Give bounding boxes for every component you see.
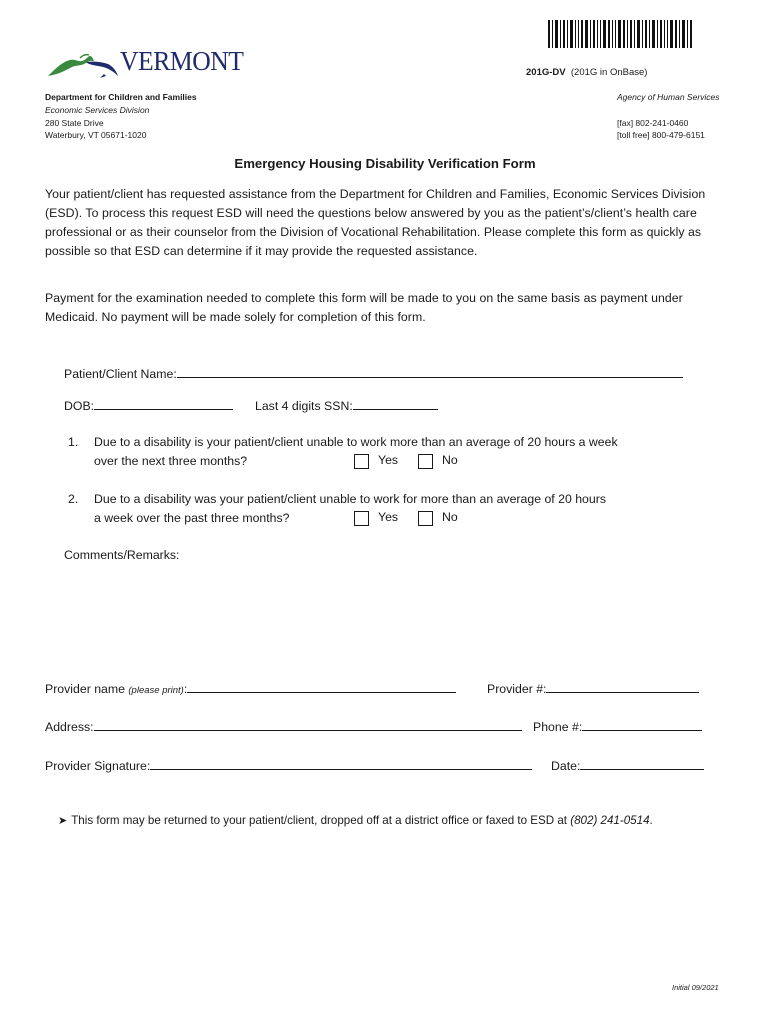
street-address: 280 State Drive (45, 117, 104, 128)
revision-footer: Initial 09/2021 (672, 983, 719, 992)
return-instructions-note (58, 814, 653, 827)
question-2-no-checkbox[interactable] (418, 511, 433, 526)
question-1-no-checkbox[interactable] (418, 454, 433, 469)
vermont-wordmark: VERMONT (120, 46, 244, 76)
phone-label: Phone #: (533, 720, 583, 734)
comments-input[interactable] (64, 568, 724, 668)
address-input[interactable] (94, 718, 522, 731)
form-title: Emergency Housing Disability Verification Form (234, 156, 536, 171)
phone-input[interactable] (582, 718, 702, 731)
department-name: Department for Children and Families (45, 92, 197, 102)
vermont-logo-mountains-icon (46, 48, 126, 80)
question-2-number: 2. (68, 492, 79, 506)
agency-name: Agency of Human Services (617, 92, 720, 102)
provider-name-row (45, 680, 456, 696)
note-fax-number: (802) 241-0514 (570, 814, 650, 827)
question-2-yes-label: Yes (378, 510, 399, 524)
intro-paragraph-2: Payment for the examination needed to complete this form will be made to you on the same basis as payment under Medicaid. No payment will be made solely for completion of this form. (45, 291, 683, 324)
signature-label: Provider Signature: (45, 759, 151, 773)
dob-row (64, 397, 233, 413)
provider-name-colon: : (183, 682, 188, 696)
question-1-yes-label: Yes (378, 453, 399, 467)
comments-label: Comments/Remarks: (64, 548, 180, 562)
department-address-block (45, 91, 197, 142)
fax-number: [fax] 802-241-0460 (617, 117, 689, 128)
form-number-note: (201G in OnBase) (570, 67, 648, 78)
patient-name-row (64, 365, 683, 381)
dob-label: DOB: (64, 399, 95, 413)
patient-name-input[interactable] (177, 365, 683, 378)
agency-contact-block (617, 91, 720, 142)
signature-input[interactable] (150, 757, 532, 770)
note-text: This form may be returned to your patient/client, dropped off at a district office or faxed to ESD at (71, 814, 567, 827)
address-label: Address: (45, 720, 94, 734)
barcode (548, 20, 694, 48)
provider-name-hint: (please print) (128, 685, 184, 696)
intro-paragraph-1: Your patient/client has requested assistance from the Department for Children and Families, Economic Services Division (ESD). To process this request ESD will need the questions below answered by you as the patient’s/client’s health care professional or as their counselor from the Division of Vocational Rehabilitation. Please complete this form as quickly as possible so that ESD can determine if it may provide the requested assistance. (45, 187, 706, 258)
question-1-text-line1: Due to a disability is your patient/client unable to work more than an average of 20 hours a week (94, 435, 618, 449)
address-row (45, 718, 522, 734)
date-row (551, 757, 704, 773)
ssn-row (255, 397, 438, 413)
patient-name-label: Patient/Client Name: (64, 367, 177, 381)
ssn-input[interactable] (353, 397, 438, 410)
ssn-label: Last 4 digits SSN: (255, 399, 353, 413)
arrow-bullet-icon: ➤ (58, 815, 68, 827)
provider-number-row (487, 680, 699, 696)
question-2-text-line2: a week over the past three months? (94, 511, 290, 525)
question-1-number: 1. (68, 435, 79, 449)
signature-row (45, 757, 532, 773)
form-number (526, 67, 647, 78)
note-period: . (649, 814, 653, 827)
dob-input[interactable] (94, 397, 233, 410)
question-2-yes-checkbox[interactable] (354, 511, 369, 526)
city-address: Waterbury, VT 05671-1020 (45, 130, 147, 141)
question-1-text-line2: over the next three months? (94, 454, 248, 468)
toll-free-number: [toll free] 800-479-6151 (617, 130, 705, 141)
provider-name-label: Provider name (45, 682, 125, 696)
provider-number-label: Provider #: (487, 682, 547, 696)
form-number-code: 201G-DV (526, 67, 566, 78)
date-input[interactable] (580, 757, 704, 770)
provider-number-input[interactable] (546, 680, 699, 693)
division-name: Economic Services Division (45, 104, 150, 115)
question-2-no-label: No (442, 510, 458, 524)
question-1-no-label: No (442, 453, 458, 467)
phone-row (533, 718, 702, 734)
question-2-text-line1: Due to a disability was your patient/client unable to work for more than an average of 20 hours (94, 492, 606, 506)
provider-name-input[interactable] (187, 680, 456, 693)
date-label: Date: (551, 759, 581, 773)
question-1-yes-checkbox[interactable] (354, 454, 369, 469)
